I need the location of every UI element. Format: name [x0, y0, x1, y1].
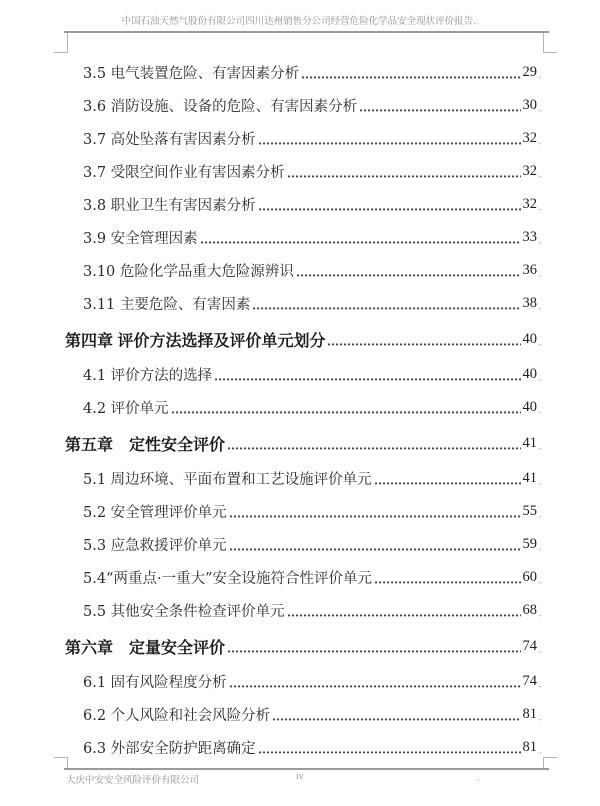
toc-entry-page: 33	[522, 229, 537, 245]
toc-entry-page: 74	[522, 673, 537, 689]
toc-entry[interactable]	[65, 323, 546, 356]
toc-entry-label: 6.2 个人风险和社会风险分析	[83, 708, 271, 724]
toc-entry[interactable]	[65, 462, 546, 495]
toc-entry-page: 81	[522, 739, 537, 755]
paragraph-mark: .,	[538, 104, 542, 113]
toc-entry[interactable]	[65, 122, 546, 155]
paragraph-mark: .,	[538, 645, 542, 654]
dot-leader	[375, 482, 521, 485]
toc-entry-label: 3.5 电气装置危险、有害因素分析	[83, 66, 300, 82]
toc-entry[interactable]	[65, 665, 546, 698]
toc-entry-label: 5.4“两重点·一重大”安全设施符合性评价单元	[83, 571, 372, 587]
dot-leader	[302, 76, 520, 79]
toc-entry-page: 32	[522, 196, 537, 212]
toc-entry-label: 5.2 安全管理评价单元	[83, 505, 227, 521]
toc-entry-page: 32	[522, 130, 537, 146]
text-boundary-mark	[54, 33, 68, 53]
paragraph-mark: .,	[538, 543, 542, 552]
dot-leader	[230, 515, 521, 518]
toc-entry-label: 5.1 周边环境、平面布置和工艺设施评价单元	[83, 472, 372, 488]
dot-leader	[259, 208, 521, 211]
toc-entry-page: 68	[522, 602, 537, 618]
paragraph-mark: .,	[538, 746, 542, 755]
paragraph-mark: .,	[538, 609, 542, 618]
paragraph-mark: .,	[538, 477, 542, 486]
dot-leader	[273, 718, 520, 721]
toc-entry-page: 74	[522, 638, 537, 654]
dot-leader	[253, 307, 520, 310]
footer-rule	[64, 768, 549, 770]
paragraph-mark: .,	[538, 71, 542, 80]
toc-entry[interactable]	[65, 391, 546, 424]
toc-entry-label: 3.10 危险化学品重大危险源辨识	[83, 264, 294, 280]
dot-leader	[375, 581, 521, 584]
dot-leader	[288, 614, 521, 617]
footer-page-number: iv	[296, 772, 304, 782]
footer-company: 大庆中安安全风险评价有限公司	[66, 775, 200, 786]
text-boundary-mark	[543, 33, 557, 53]
dot-leader	[230, 548, 521, 551]
toc-entry[interactable]	[65, 287, 546, 320]
toc-entry[interactable]	[65, 188, 546, 221]
toc-entry-label: 3.6 消防设施、设备的危险、有害因素分析	[83, 99, 358, 115]
paragraph-mark: .,	[538, 170, 542, 179]
paragraph-mark: .,	[538, 338, 542, 347]
running-header-title: 中国石油天然气股份有限公司四川达州销售分公司经营危险化学品安全现状评价报告.	[121, 16, 477, 27]
toc-entry[interactable]	[65, 427, 546, 460]
toc-entry-label: 第六章 定量安全评价	[65, 640, 226, 657]
toc-entry[interactable]	[65, 630, 546, 663]
paragraph-mark: .,	[538, 680, 542, 689]
paragraph-mark: .,	[538, 203, 542, 212]
paragraph-mark: .,	[538, 576, 542, 585]
paragraph-mark: .,	[538, 373, 542, 382]
toc-entry-page: 40	[522, 366, 537, 382]
toc-entry[interactable]	[65, 358, 546, 391]
paragraph-mark: .,	[476, 774, 480, 782]
dot-leader	[228, 447, 520, 450]
toc-entry[interactable]	[65, 698, 546, 731]
toc-entry[interactable]	[65, 495, 546, 528]
toc-entry-page: 29	[522, 64, 537, 80]
toc-entry-page: 55	[522, 503, 537, 519]
toc-entry[interactable]	[65, 528, 546, 561]
toc-entry[interactable]	[65, 561, 546, 594]
toc-entry[interactable]	[65, 89, 546, 122]
dot-leader	[297, 274, 521, 277]
paragraph-mark: .,	[538, 302, 542, 311]
toc-entry-label: 3.7 受限空间作业有害因素分析	[83, 165, 285, 181]
toc-entry-page: 36	[522, 262, 537, 278]
paragraph-mark: .,	[538, 269, 542, 278]
dot-leader	[172, 411, 521, 414]
dot-leader	[360, 109, 520, 112]
dot-leader	[230, 685, 521, 688]
toc-entry-label: 4.1 评价方法的选择	[83, 368, 213, 384]
paragraph-mark: .,	[538, 713, 542, 722]
toc-entry-label: 3.11 主要危险、有害因素	[83, 297, 251, 313]
toc-entry-label: 6.3 外部安全防护距离确定	[83, 741, 256, 757]
paragraph-mark: .,	[538, 236, 542, 245]
toc-entry-page: 41	[522, 435, 537, 451]
dot-leader	[259, 142, 521, 145]
toc-entry[interactable]	[65, 594, 546, 627]
dot-leader	[201, 241, 521, 244]
toc-entry-page: 32	[522, 163, 537, 179]
toc-entry[interactable]	[65, 254, 546, 287]
toc-entry-page: 30	[522, 97, 537, 113]
toc-entry[interactable]	[65, 56, 546, 89]
paragraph-mark: .,	[538, 137, 542, 146]
dot-leader	[288, 175, 521, 178]
paragraph-mark: .,	[538, 406, 542, 415]
toc-entry[interactable]	[65, 731, 546, 764]
dot-leader	[215, 378, 520, 381]
toc-entry[interactable]	[65, 221, 546, 254]
toc-entry-label: 第四章 评价方法选择及评价单元划分	[65, 333, 326, 350]
toc-entry-label: 3.8 职业卫生有害因素分析	[83, 198, 256, 214]
toc-entry-page: 60	[522, 569, 537, 585]
dot-leader	[328, 343, 520, 346]
toc	[65, 56, 546, 764]
toc-entry-page: 59	[522, 536, 537, 552]
toc-entry-page: 81	[522, 706, 537, 722]
toc-entry-label: 5.3 应急救援评价单元	[83, 538, 227, 554]
toc-entry-label: 5.5 其他安全条件检查评价单元	[83, 604, 285, 620]
paragraph-mark: .,	[538, 442, 542, 451]
dot-leader	[259, 751, 521, 754]
paragraph-mark: .,	[538, 510, 542, 519]
toc-entry-page: 40	[522, 399, 537, 415]
toc-entry[interactable]	[65, 155, 546, 188]
running-header	[0, 13, 600, 27]
toc-entry-label: 3.7 高处坠落有害因素分析	[83, 132, 256, 148]
toc-entry-label: 6.1 固有风险程度分析	[83, 675, 227, 691]
toc-entry-page: 38	[522, 295, 537, 311]
toc-entry-page: 41	[522, 470, 537, 486]
dot-leader	[228, 650, 520, 653]
header-rule	[64, 31, 549, 33]
paragraph-mark: ,	[476, 18, 479, 26]
toc-entry-label: 第五章 定性安全评价	[65, 437, 226, 454]
toc-entry-label: 3.9 安全管理因素	[83, 231, 198, 247]
toc-entry-page: 40	[522, 331, 537, 347]
toc-entry-label: 4.2 评价单元	[83, 401, 169, 417]
